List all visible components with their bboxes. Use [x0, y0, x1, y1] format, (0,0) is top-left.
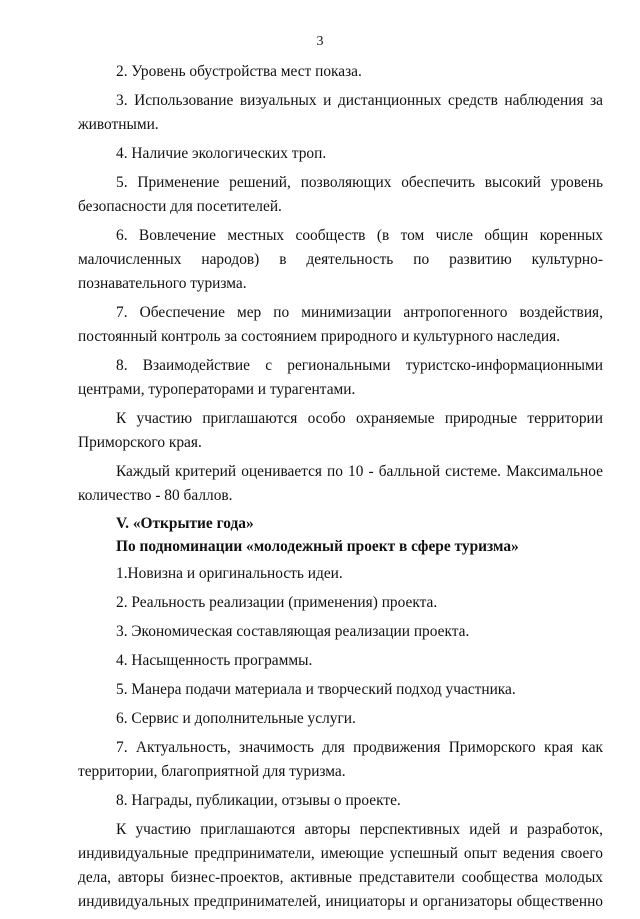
- criterion-paragraph: 7. Актуальность, значимость для продвижения Приморского края как территории, благоприятной для туризма.: [78, 739, 603, 780]
- criterion-paragraph: 3. Экономическая составляющая реализации проекта.: [116, 623, 470, 640]
- criterion-paragraph: 8. Взаимодействие с региональными туристско-информационными центрами, туроператорами и турагентами.: [78, 357, 603, 398]
- criterion-paragraph: 4. Насыщенность программы.: [116, 652, 313, 669]
- criterion-paragraph: 7. Обеспечение мер по минимизации антропогенного воздействия, постоянный контроль за состоянием природного и культурного наследия.: [78, 304, 603, 345]
- participants-paragraph: К участию приглашаются авторы перспективных идей и разработок, индивидуальные предприниматели, имеющие успешный опыт ведения своего дела, авторы бизнес-проектов, активные представители сообщества молодых индивидуальных предпринимателей, инициаторы и организаторы общественно: [78, 821, 603, 910]
- scoring-paragraph: Каждый критерий оценивается по 10 - балльной системе. Максимальное количество - 80 баллов.: [78, 463, 603, 504]
- criterion-paragraph: 2. Реальность реализации (применения) проекта.: [116, 594, 438, 611]
- criterion-paragraph: 6. Вовлечение местных сообществ (в том числе общин коренных малочисленных народов) в деятельность по развитию культурно-познавательного туризма.: [78, 227, 603, 292]
- criterion-paragraph: 1.Новизна и оригинальность идеи.: [116, 565, 343, 582]
- page-number: 3: [316, 34, 324, 49]
- document-body: [78, 60, 603, 919]
- criterion-paragraph: 6. Сервис и дополнительные услуги.: [116, 710, 356, 727]
- criterion-paragraph: 4. Наличие экологических троп.: [116, 145, 327, 162]
- criterion-paragraph: 5. Применение решений, позволяющих обеспечить высокий уровень безопасности для посетителей.: [78, 174, 603, 215]
- participants-paragraph: К участию приглашаются особо охраняемые природные территории Приморского края.: [78, 410, 603, 451]
- criterion-paragraph: 8. Награды, публикации, отзывы о проекте.: [116, 792, 401, 809]
- section-heading: V. «Открытие года»: [116, 515, 254, 532]
- criterion-paragraph: 3. Использование визуальных и дистанционных средств наблюдения за животными.: [78, 92, 603, 133]
- criterion-paragraph: 2. Уровень обустройства мест показа.: [116, 63, 362, 80]
- criterion-paragraph: 5. Манера подачи материала и творческий подход участника.: [116, 681, 516, 698]
- subnomination-heading: По подноминации «молодежный проект в сфере туризма»: [116, 538, 519, 555]
